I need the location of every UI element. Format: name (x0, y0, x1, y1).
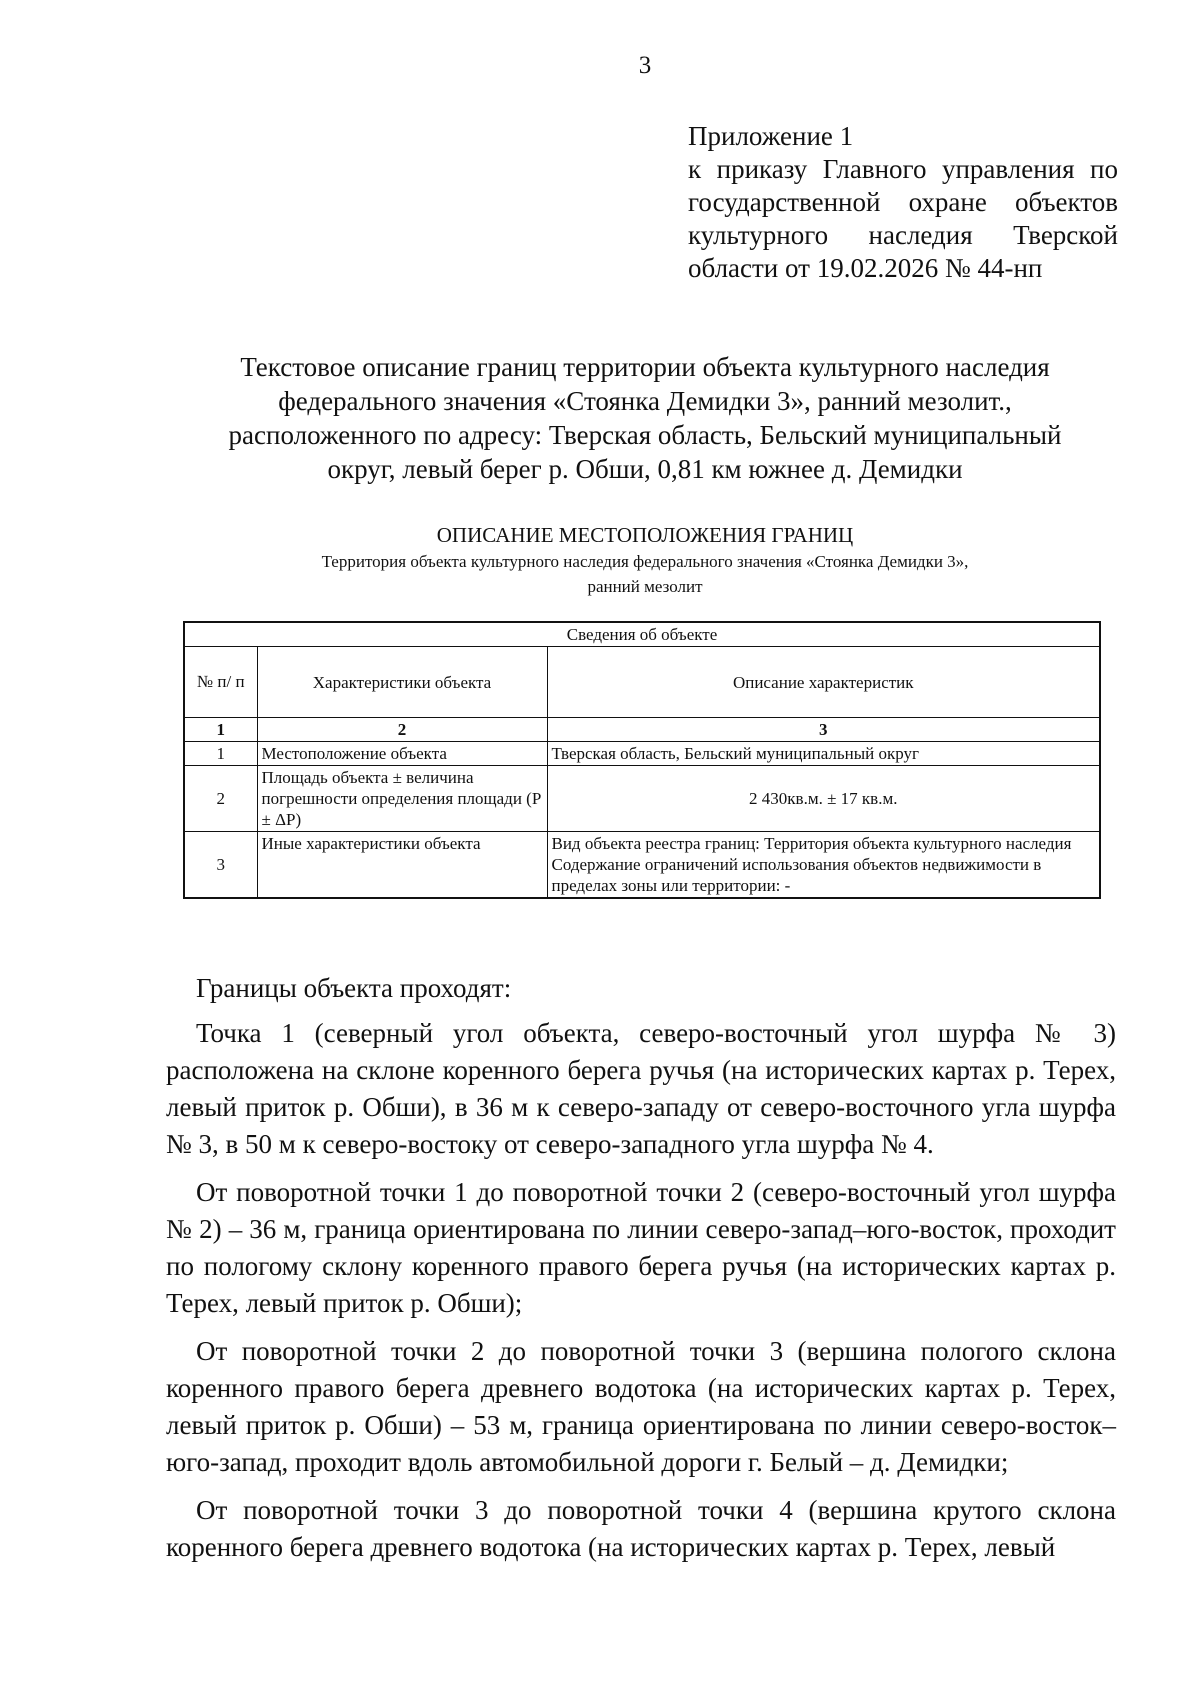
row-number: 2 (184, 766, 257, 832)
row-characteristic: Иные характеристики объекта (257, 832, 547, 899)
table-row (184, 766, 1100, 832)
body-paragraph: От поворотной точки 1 до поворотной точки 2 (северо-восточный угол шурфа № 2) – 36 м, граница ориентирована по линии северо-запад–юго-восток, проходит по пологому склону коренного правого берега ручья (на исторических картах р. Терех, левый приток р. Обши); (166, 1177, 1116, 1318)
body-intro: Границы объекта проходят: (196, 973, 512, 1003)
row-number: 3 (184, 832, 257, 899)
column-index: 1 (184, 718, 257, 742)
section-title: ОПИСАНИЕ МЕСТОПОЛОЖЕНИЯ ГРАНИЦ (436, 523, 854, 547)
table-header-row (184, 647, 1100, 718)
page-number: 3 (638, 52, 652, 79)
row-number: 1 (184, 742, 257, 766)
header-number: № п/ п (184, 647, 257, 718)
appendix-line: культурного наследия Тверской (688, 220, 1118, 250)
row-description: 2 430кв.м. ± 17 кв.м. (547, 766, 1100, 832)
appendix-line: области от 19.02.2026 № 44-нп (688, 253, 1043, 283)
section-heading (130, 522, 1160, 598)
object-info-table (183, 621, 1101, 899)
row-description: Вид объекта реестра границ: Территория объекта культурного наследия Содержание ограничений использования объектов недвижимости в пределах зоны или территории: - (547, 832, 1100, 899)
section-subtitle: ранний мезолит (587, 577, 703, 596)
document-title-line: федерального значения «Стоянка Демидки 3», ранний мезолит., (278, 386, 1012, 416)
header-description: Описание характеристик (547, 647, 1100, 718)
body-paragraph: От поворотной точки 2 до поворотной точки 3 (вершина пологого склона коренного правого берега древнего водотока (на исторических картах р. Терех, левый приток р. Обши) – 53 м, граница ориентирована по линии северо-восток–юго-запад, проходит вдоль автомобильной дороги г. Белый – д. Демидки; (166, 1336, 1116, 1477)
document-title (130, 350, 1160, 486)
appendix-line: государственной охране объектов (688, 187, 1118, 217)
table-index-row (184, 718, 1100, 742)
row-description: Тверская область, Бельский муниципальный округ (547, 742, 1100, 766)
table-row (184, 742, 1100, 766)
document-title-line: расположенного по адресу: Тверская область, Бельский муниципальный (228, 420, 1062, 450)
column-index: 3 (547, 718, 1100, 742)
appendix-title: Приложение 1 (688, 121, 854, 151)
boundary-description (166, 970, 1116, 1577)
row-characteristic: Местоположение объекта (257, 742, 547, 766)
table-caption-row (184, 622, 1100, 647)
row-characteristic: Площадь объекта ± величина погрешности определения площади (Р ± ΔР) (257, 766, 547, 832)
section-subtitle: Территория объекта культурного наследия федерального значения «Стоянка Демидки 3», (321, 552, 969, 571)
column-index: 2 (257, 718, 547, 742)
body-paragraph: Точка 1 (северный угол объекта, северо-восточный угол шурфа № 3) расположена на склоне коренного берега ручья (на исторических картах р. Терех, левый приток р. Обши), в 36 м к северо-западу от северо-восточного угла шурфа № 3, в 50 м к северо-востоку от северо-западного угла шурфа № 4. (166, 1018, 1116, 1159)
document-title-line: Текстовое описание границ территории объекта культурного наследия (240, 352, 1050, 382)
table-caption: Сведения об объекте (184, 622, 1100, 647)
body-paragraph: От поворотной точки 3 до поворотной точки 4 (вершина крутого склона коренного берега древнего водотока (на исторических картах р. Терех, левый (166, 1495, 1116, 1562)
appendix-block (688, 120, 1118, 285)
appendix-line: к приказу Главного управления по (688, 154, 1118, 184)
document-title-line: округ, левый берег р. Обши, 0,81 км южнее д. Демидки (327, 454, 963, 484)
table-row (184, 832, 1100, 899)
header-characteristic: Характеристики объекта (257, 647, 547, 718)
